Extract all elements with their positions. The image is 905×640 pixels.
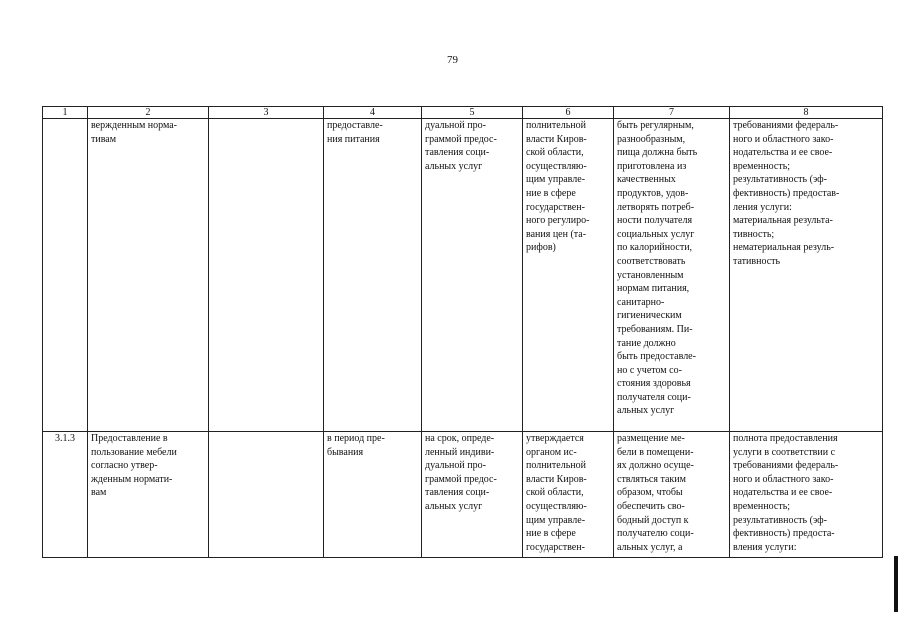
table-cell: предоставле- ния питания — [324, 119, 422, 432]
row-number-cell — [43, 119, 88, 432]
service-name-cell: верждeнным норма- тивам — [88, 119, 209, 432]
row-number-cell: 3.1.3 — [43, 432, 88, 558]
column-number: 4 — [324, 107, 422, 119]
table-cell — [209, 432, 324, 558]
column-number: 8 — [730, 107, 883, 119]
service-name-cell: Предоставление в пользование мебели согласно утвер- жденным нормати- вам — [88, 432, 209, 558]
table-cell: полнительной власти Киров- ской области, осуществляю- щим управле- ние в сфере государствен- ного регулиро- вания цен (та- рифов) — [523, 119, 614, 432]
column-number: 1 — [43, 107, 88, 119]
table-cell: быть регулярным, разнообразным, пища должна быть приготовлена из качественных продуктов, удов- летворять потреб- ности получателя социальных услуг по калорийности, соответствовать установленным нормам питания, санитарно- гигиеническим требованиям. Пи- тание должно быть предоставле- но с учетом со- стояния здоровья получателя соци- альных услуг — [614, 119, 730, 432]
table-row — [43, 432, 883, 558]
table-cell: дуальной про- граммой предос- тавления соци- альных услуг — [422, 119, 523, 432]
column-number: 6 — [523, 107, 614, 119]
table-cell: в период пре- бывания — [324, 432, 422, 558]
column-number: 7 — [614, 107, 730, 119]
column-number: 5 — [422, 107, 523, 119]
table-cell — [209, 119, 324, 432]
table-cell: полнота предоставления услуги в соответствии с требованиями федераль- ного и областного зако- нодательства и ее свое- временность; результативность (эф- фективность) предоста- вления услуги: — [730, 432, 883, 558]
table-cell: размещение ме- бели в помещени- ях должно осуще- ствляться таким образом, чтобы обеспечить сво- бодный доступ к получателю соци- альных услуг, а — [614, 432, 730, 558]
scan-edge-mark — [894, 556, 898, 612]
table-row — [43, 119, 883, 432]
table-cell: на срок, опреде- ленный индиви- дуальной про- граммой предос- тавления соци- альных услуг — [422, 432, 523, 558]
column-number: 3 — [209, 107, 324, 119]
page-number: 79 — [447, 54, 458, 66]
table-cell: требованиями федераль- ного и областного зако- нодательства и ее свое- временность; результативность (эф- фективность) предостав- ления услуги: материальная результа- тивность; нематериальная резуль- тативность — [730, 119, 883, 432]
services-table — [42, 106, 883, 558]
column-number: 2 — [88, 107, 209, 119]
table-cell: утверждается органом ис- полнительной власти Киров- ской области, осуществляю- щим управле- ние в сфере государствен- — [523, 432, 614, 558]
column-number-row — [43, 107, 883, 119]
